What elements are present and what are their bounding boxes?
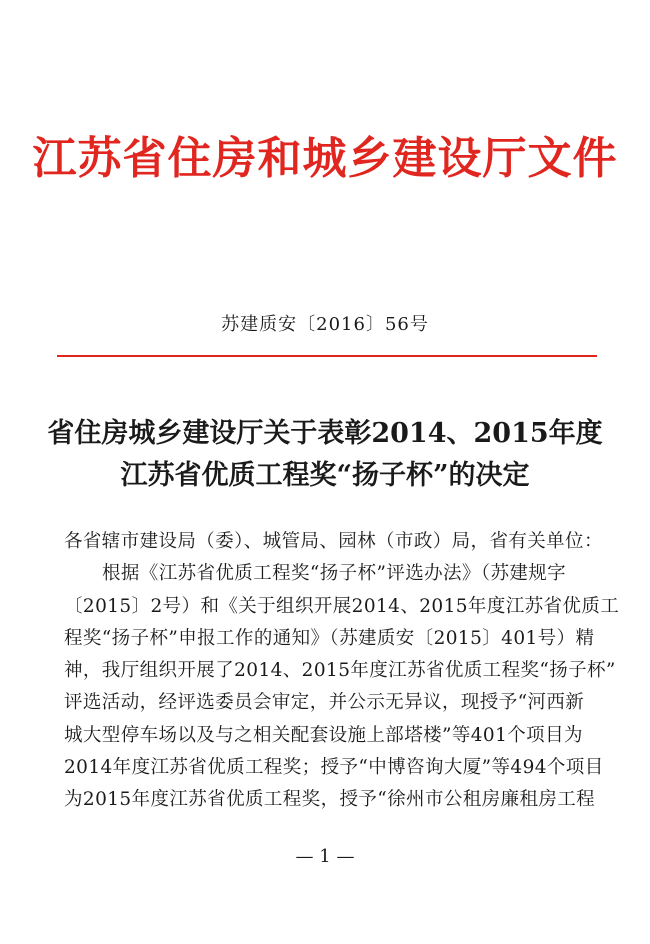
document-number: 苏建质安〔2016〕56号 bbox=[221, 314, 429, 335]
body-line: 评选活动，经评选委员会审定，并公示无异议，现授予“河西新 bbox=[64, 692, 585, 714]
body-line: 程奖“扬子杯”申报工作的通知》（苏建质安〔2015〕401号）精 bbox=[64, 627, 595, 649]
body-line: 为2015年度江苏省优质工程奖，授予“徐州市公租房廉租房工程 bbox=[64, 789, 596, 811]
title-line-2: 江苏省优质工程奖“扬子杯”的决定 bbox=[120, 460, 530, 491]
agency-header-title: 江苏省住房和城乡建设厅文件 bbox=[32, 133, 618, 184]
page-number: — 1 — bbox=[295, 846, 355, 867]
body-line: 神，我厅组织开展了2014、2015年度江苏省优质工程奖“扬子杯” bbox=[64, 660, 616, 682]
document-body bbox=[64, 526, 620, 817]
title-line-1: 省住房城乡建设厅关于表彰2014、2015年度 bbox=[47, 418, 603, 449]
body-line: 〔2015〕2号）和《关于组织开展2014、2015年度江苏省优质工 bbox=[64, 595, 620, 617]
document-title bbox=[0, 413, 650, 497]
salutation: 各省辖市建设局（委）、城管局、园林（市政）局，省有关单位： bbox=[64, 531, 603, 552]
body-line: 城大型停车场以及与之相关配套设施上部塔楼”等401个项目为 bbox=[64, 724, 583, 746]
body-line: 根据《江苏省优质工程奖“扬子杯”评选办法》（苏建规字 bbox=[102, 563, 567, 585]
body-line: 2014年度江苏省优质工程奖；授予“中博咨询大厦”等494个项目 bbox=[64, 757, 604, 779]
red-divider-line bbox=[57, 355, 597, 357]
